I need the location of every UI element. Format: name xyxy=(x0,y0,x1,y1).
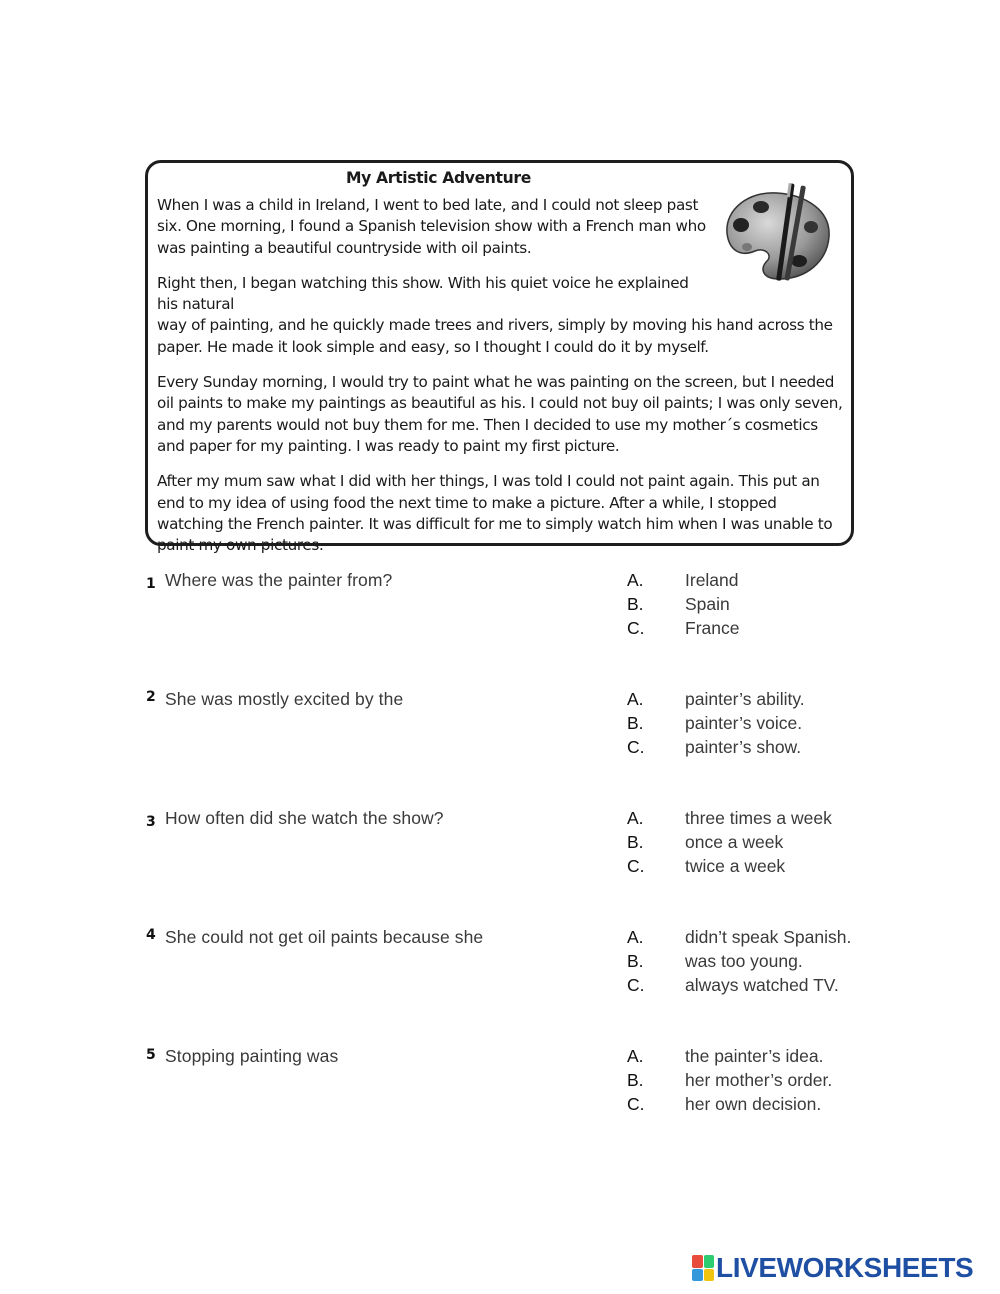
liveworksheets-logo[interactable] xyxy=(692,1253,973,1283)
passage-title: My Artistic Adventure xyxy=(346,169,531,187)
option-letter: A. xyxy=(627,689,644,709)
option-letter: C. xyxy=(627,1094,645,1114)
question-2 xyxy=(0,687,1000,767)
option-text: painter’s voice. xyxy=(685,713,803,733)
option-b[interactable] xyxy=(625,951,985,975)
option-c[interactable] xyxy=(625,618,985,642)
question-number: 5 xyxy=(146,1047,156,1063)
option-a[interactable] xyxy=(625,808,985,832)
option-text: painter’s ability. xyxy=(685,689,805,709)
option-a[interactable] xyxy=(625,1046,985,1070)
question-text: She was mostly excited by the xyxy=(165,689,404,709)
option-c[interactable] xyxy=(625,1094,985,1118)
option-letter: B. xyxy=(627,594,644,614)
option-letter: B. xyxy=(627,951,644,971)
question-number: 3 xyxy=(146,814,156,830)
logo-square-yellow xyxy=(704,1269,715,1282)
logo-square-green xyxy=(704,1255,715,1268)
option-letter: C. xyxy=(627,975,645,995)
option-c[interactable] xyxy=(625,975,985,999)
option-text: Ireland xyxy=(685,570,739,590)
passage-paragraph-2-rest: way of painting, and he quickly made trees and rivers, simply by moving his hand across the paper. He made it look simple and easy, so I thought I could do it by myself. xyxy=(157,316,833,356)
option-text: twice a week xyxy=(685,856,786,876)
question-4 xyxy=(0,925,1000,1005)
option-b[interactable] xyxy=(625,594,985,618)
logo-square-blue xyxy=(692,1269,703,1282)
option-letter: C. xyxy=(627,618,645,638)
passage-paragraph-2 xyxy=(157,273,843,358)
option-text: three times a week xyxy=(685,808,832,828)
option-a[interactable] xyxy=(625,689,985,713)
option-letter: A. xyxy=(627,808,644,828)
option-letter: B. xyxy=(627,713,644,733)
question-text: Stopping painting was xyxy=(165,1046,339,1066)
option-b[interactable] xyxy=(625,713,985,737)
brand-name: LIVEWORKSHEETS xyxy=(716,1252,974,1283)
option-text: painter’s show. xyxy=(685,737,802,757)
option-letter: C. xyxy=(627,737,645,757)
option-a[interactable] xyxy=(625,927,985,951)
option-letter: A. xyxy=(627,1046,644,1066)
option-letter: A. xyxy=(627,570,644,590)
option-text: the painter’s idea. xyxy=(685,1046,824,1066)
option-text: her own decision. xyxy=(685,1094,822,1114)
option-text: didn’t speak Spanish. xyxy=(685,927,852,947)
passage-paragraph-3: Every Sunday morning, I would try to paint what he was painting on the screen, but I needed oil paints to make my paintings as beautiful as his. I could not buy oil paints; I was only seven, and my parents would not buy them for me. Then I decided to use my mother´s cosmetics and paper for my painting. I was ready to paint my first picture. xyxy=(157,373,843,455)
question-text: How often did she watch the show? xyxy=(165,808,444,828)
question-3 xyxy=(0,806,1000,886)
liveworksheets-logo-icon xyxy=(692,1255,714,1281)
question-text: She could not get oil paints because she xyxy=(165,927,484,947)
option-c[interactable] xyxy=(625,856,985,880)
passage-paragraph-4: After my mum saw what I did with her things, I was told I could not paint again. This put an end to my idea of using food the next time to make a picture. After a while, I stopped watching the French painter. It was difficult for me to simply watch him when I was unable to paint my own pictures. xyxy=(157,472,833,555)
option-letter: B. xyxy=(627,1070,644,1090)
option-text: Spain xyxy=(685,594,730,614)
option-b[interactable] xyxy=(625,1070,985,1094)
option-letter: C. xyxy=(627,856,645,876)
question-5 xyxy=(0,1044,1000,1124)
question-number: 4 xyxy=(146,927,156,943)
option-letter: B. xyxy=(627,832,644,852)
question-text: Where was the painter from? xyxy=(165,570,393,590)
question-1 xyxy=(0,568,1000,648)
option-a[interactable] xyxy=(625,570,985,594)
option-text: was too young. xyxy=(685,951,803,971)
option-b[interactable] xyxy=(625,832,985,856)
reading-passage xyxy=(145,160,854,555)
option-c[interactable] xyxy=(625,737,985,761)
option-text: always watched TV. xyxy=(685,975,839,995)
question-number: 2 xyxy=(146,689,156,705)
question-number: 1 xyxy=(146,576,156,592)
option-text: France xyxy=(685,618,740,638)
passage-paragraph-2-line-1: Right then, I began watching this show. With his quiet voice he explained his natural xyxy=(157,273,689,314)
option-text: once a week xyxy=(685,832,784,852)
option-text: her mother’s order. xyxy=(685,1070,833,1090)
passage-paragraph-1: When I was a child in Ireland, I went to bed late, and I could not sleep past six. One morning, I found a Spanish television show with a French man who was painting a beautiful countryside with oil paints. xyxy=(157,196,706,257)
logo-square-red xyxy=(692,1255,703,1268)
option-letter: A. xyxy=(627,927,644,947)
paint-palette-icon xyxy=(719,181,837,285)
